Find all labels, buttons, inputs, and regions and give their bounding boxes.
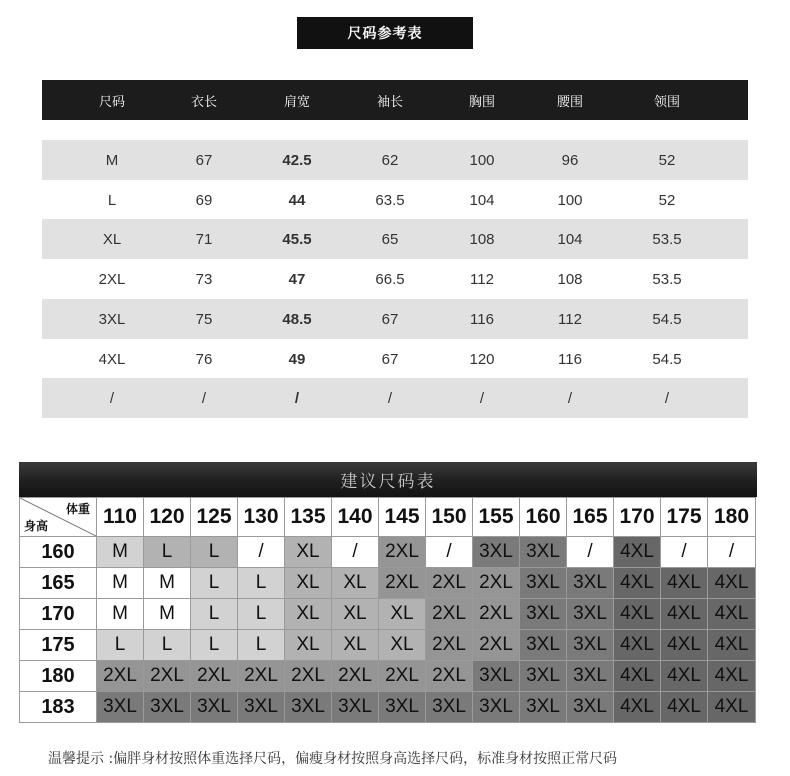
recommended-size-cell: /: [238, 537, 285, 568]
size-table-cell: M: [105, 151, 119, 169]
recommended-size-cell: L: [144, 630, 191, 661]
recommended-size-cell: L: [238, 630, 285, 661]
size-col-header: 衣长: [190, 94, 218, 110]
recommended-size-cell: 4XL: [708, 568, 756, 599]
weight-header-cell: 180: [708, 498, 756, 537]
size-table-cell: 120: [469, 350, 495, 368]
recommended-size-cell: 2XL: [238, 661, 285, 692]
recommended-size-cell: 3XL: [285, 692, 332, 723]
size-col-header: 胸围: [468, 94, 496, 110]
size-table-cell: 108: [469, 230, 495, 248]
height-row-header: 160: [20, 537, 97, 568]
recommended-size-cell: 4XL: [614, 537, 661, 568]
weight-header-cell: 130: [238, 498, 285, 537]
recommended-size-cell: 2XL: [97, 661, 144, 692]
recommended-size-cell: XL: [285, 537, 332, 568]
recommended-size-cell: 4XL: [661, 568, 708, 599]
size-table-cell: 47: [288, 270, 306, 288]
size-col-header: 肩宽: [283, 94, 311, 110]
size-table-cell: 49: [288, 350, 306, 368]
size-table-cell: 44: [288, 191, 306, 209]
height-row-header: 183: [20, 692, 97, 723]
recommended-size-cell: 2XL: [379, 661, 426, 692]
size-table-cell: /: [294, 389, 300, 407]
size-table-cell: 75: [195, 310, 213, 328]
recommended-size-cell: 3XL: [567, 692, 614, 723]
recommended-size-cell: 4XL: [661, 692, 708, 723]
recommended-size-cell: 4XL: [708, 661, 756, 692]
recommend-banner: 建议尺码表: [19, 462, 757, 497]
size-table-cell: L: [107, 191, 117, 209]
size-table-cell: 100: [469, 151, 495, 169]
recommended-size-cell: 2XL: [473, 599, 520, 630]
recommended-size-cell: 2XL: [144, 661, 191, 692]
size-table-cell: 67: [195, 151, 213, 169]
size-table-cell: /: [479, 389, 485, 407]
weight-axis-label: 体重: [65, 502, 90, 516]
weight-header-cell: 140: [332, 498, 379, 537]
recommended-size-cell: 2XL: [332, 661, 379, 692]
size-table-cell: 52: [658, 151, 676, 169]
recommended-size-cell: 2XL: [473, 568, 520, 599]
height-row: [20, 568, 756, 599]
recommended-size-cell: 2XL: [191, 661, 238, 692]
recommended-size-cell: /: [332, 537, 379, 568]
recommend-size-table: [19, 497, 756, 723]
size-table-cell: 116: [470, 310, 494, 328]
recommended-size-cell: XL: [332, 630, 379, 661]
recommended-size-cell: 3XL: [520, 630, 567, 661]
size-table-cell: 3XL: [98, 310, 126, 328]
recommended-size-cell: L: [191, 568, 238, 599]
size-table-cell: 66.5: [375, 270, 405, 288]
recommended-size-cell: XL: [285, 630, 332, 661]
recommended-size-cell: M: [97, 537, 144, 568]
size-table-cell: 2XL: [98, 270, 126, 288]
recommended-size-cell: 3XL: [520, 661, 567, 692]
recommended-size-cell: 4XL: [661, 599, 708, 630]
height-row: [20, 661, 756, 692]
weight-header-cell: 150: [426, 498, 473, 537]
recommended-size-cell: 2XL: [426, 661, 473, 692]
recommended-size-cell: 4XL: [708, 630, 756, 661]
size-table-cell: 45.5: [282, 230, 312, 248]
size-table-cell: 62: [381, 151, 399, 169]
size-table-cell: 53.5: [652, 230, 682, 248]
size-table-cell: 108: [557, 270, 583, 288]
size-table-row: [42, 299, 748, 339]
recommended-size-cell: M: [97, 568, 144, 599]
recommended-size-cell: L: [191, 630, 238, 661]
weight-header-row: [20, 498, 756, 537]
size-table-cell: /: [109, 389, 115, 407]
weight-header-cell: 110: [97, 498, 144, 537]
recommended-size-cell: 3XL: [567, 568, 614, 599]
height-row: [20, 537, 756, 568]
size-table-row: [42, 180, 748, 220]
recommended-size-cell: 3XL: [520, 537, 567, 568]
recommended-size-cell: L: [97, 630, 144, 661]
size-table-cell: 76: [195, 350, 213, 368]
size-table-cell: 116: [558, 350, 582, 368]
recommended-size-cell: 3XL: [473, 537, 520, 568]
recommended-size-cell: 2XL: [426, 568, 473, 599]
size-table-cell: 54.5: [652, 350, 682, 368]
weight-header-cell: 155: [473, 498, 520, 537]
size-table-cell: 96: [561, 151, 579, 169]
size-table-row: [42, 219, 748, 259]
weight-header-cell: 175: [661, 498, 708, 537]
height-row-header: 165: [20, 568, 97, 599]
recommended-size-cell: XL: [379, 599, 426, 630]
size-table-row: [42, 339, 748, 379]
recommended-size-cell: 3XL: [567, 630, 614, 661]
size-table-cell: /: [201, 389, 207, 407]
recommended-size-cell: 3XL: [97, 692, 144, 723]
size-table-cell: 71: [195, 230, 213, 248]
recommended-size-cell: 4XL: [708, 599, 756, 630]
size-table-cell: /: [387, 389, 393, 407]
recommended-size-cell: 4XL: [614, 692, 661, 723]
corner-cell: [20, 498, 97, 537]
recommended-size-cell: 2XL: [285, 661, 332, 692]
tip-text: 温馨提示 :偏胖身材按照体重选择尺码，偏瘦身材按照身高选择尺码，标准身材按照正常尺码: [48, 751, 618, 767]
recommended-size-cell: 4XL: [708, 692, 756, 723]
size-table-cell: /: [567, 389, 573, 407]
recommended-size-cell: 3XL: [238, 692, 285, 723]
recommended-size-cell: L: [238, 568, 285, 599]
recommended-size-cell: 2XL: [379, 537, 426, 568]
weight-header-cell: 135: [285, 498, 332, 537]
recommended-size-cell: 3XL: [332, 692, 379, 723]
size-table-row: [42, 259, 748, 299]
size-table-cell: 54.5: [652, 310, 682, 328]
weight-header-cell: 145: [379, 498, 426, 537]
recommended-size-cell: XL: [332, 599, 379, 630]
weight-header-cell: 120: [144, 498, 191, 537]
recommended-size-cell: M: [97, 599, 144, 630]
weight-header-cell: 170: [614, 498, 661, 537]
size-table-cell: 63.5: [375, 191, 405, 209]
recommended-size-cell: 4XL: [614, 568, 661, 599]
recommended-size-cell: 4XL: [661, 661, 708, 692]
height-row: [20, 692, 756, 723]
recommended-size-cell: 3XL: [379, 692, 426, 723]
recommended-size-cell: 4XL: [661, 630, 708, 661]
recommended-size-cell: 4XL: [614, 599, 661, 630]
recommended-size-cell: 3XL: [520, 692, 567, 723]
recommended-size-cell: L: [144, 537, 191, 568]
recommended-size-cell: 3XL: [520, 568, 567, 599]
recommended-size-cell: 2XL: [426, 630, 473, 661]
recommended-size-cell: /: [661, 537, 708, 568]
recommended-size-cell: 3XL: [473, 692, 520, 723]
recommended-size-cell: 3XL: [567, 599, 614, 630]
recommended-size-cell: XL: [379, 630, 426, 661]
size-col-header: 袖长: [376, 94, 404, 110]
size-table-header: [42, 80, 748, 120]
recommended-size-cell: 3XL: [426, 692, 473, 723]
recommended-size-cell: M: [144, 568, 191, 599]
size-table-cell: 112: [470, 270, 494, 288]
recommended-size-cell: XL: [285, 568, 332, 599]
size-table-cell: 104: [557, 230, 583, 248]
size-chart-title: 尺码参考表: [297, 17, 473, 49]
recommended-size-cell: /: [426, 537, 473, 568]
recommended-size-cell: L: [191, 599, 238, 630]
recommended-size-cell: 3XL: [520, 599, 567, 630]
recommended-size-cell: 2XL: [426, 599, 473, 630]
size-col-header: 腰围: [556, 94, 584, 110]
height-row-header: 180: [20, 661, 97, 692]
size-table-cell: 67: [381, 350, 399, 368]
weight-header-cell: 125: [191, 498, 238, 537]
recommended-size-cell: 2XL: [379, 568, 426, 599]
recommended-size-cell: L: [191, 537, 238, 568]
weight-header-cell: 165: [567, 498, 614, 537]
size-table-cell: 69: [195, 191, 213, 209]
recommended-size-cell: 4XL: [614, 630, 661, 661]
size-table-cell: 104: [469, 191, 495, 209]
size-table-row: [42, 140, 748, 180]
recommended-size-cell: XL: [332, 568, 379, 599]
size-table-cell: 112: [558, 310, 582, 328]
recommended-size-cell: 3XL: [473, 661, 520, 692]
recommended-size-cell: /: [567, 537, 614, 568]
size-table-row: [42, 378, 748, 418]
recommended-size-cell: 3XL: [144, 692, 191, 723]
recommended-size-cell: 3XL: [191, 692, 238, 723]
height-axis-label: 身高: [24, 519, 49, 533]
height-row-header: 170: [20, 599, 97, 630]
size-table-cell: /: [664, 389, 670, 407]
size-table-cell: 73: [195, 270, 213, 288]
size-table-cell: 53.5: [652, 270, 682, 288]
size-col-header: 尺码: [98, 94, 126, 110]
height-row-header: 175: [20, 630, 97, 661]
size-table-cell: 67: [381, 310, 399, 328]
recommended-size-cell: M: [144, 599, 191, 630]
size-table-cell: 42.5: [282, 151, 312, 169]
size-table-cell: 4XL: [98, 350, 126, 368]
size-col-header: 领围: [653, 94, 681, 110]
height-row: [20, 599, 756, 630]
size-table-cell: 100: [557, 191, 583, 209]
weight-header-cell: 160: [520, 498, 567, 537]
recommended-size-cell: 2XL: [473, 630, 520, 661]
recommended-size-cell: /: [708, 537, 756, 568]
recommended-size-cell: XL: [285, 599, 332, 630]
size-table-cell: 52: [658, 191, 676, 209]
size-table-cell: 48.5: [282, 310, 312, 328]
size-table-cell: XL: [102, 230, 122, 248]
height-row: [20, 630, 756, 661]
recommended-size-cell: L: [238, 599, 285, 630]
recommended-size-cell: 4XL: [614, 661, 661, 692]
size-table-cell: 65: [381, 230, 399, 248]
recommended-size-cell: 3XL: [567, 661, 614, 692]
